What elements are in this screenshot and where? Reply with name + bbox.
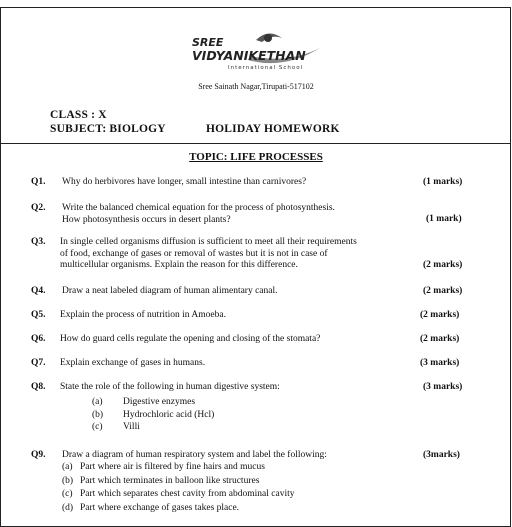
question-text: Write the balanced chemical equation for the process of photosynthesis. bbox=[62, 203, 335, 213]
sub-item-text: Part where air is filtered by fine hairs and mucus bbox=[80, 462, 265, 472]
sub-item-text: Hydrochloric acid (Hcl) bbox=[123, 409, 215, 420]
question-text: Why do herbivores have longer, small intestine than carnivores? bbox=[62, 177, 307, 187]
sub-item-label: (c) bbox=[92, 422, 103, 432]
question-number: Q5. bbox=[31, 310, 46, 320]
header-divider bbox=[0, 143, 511, 144]
question-text: Explain the process of nutrition in Amoeba. bbox=[60, 310, 226, 320]
question-marks: (2 marks) bbox=[420, 334, 460, 344]
logo-text-3: International School bbox=[228, 65, 304, 71]
question-text: multicellular organisms. Explain the reason for this difference. bbox=[60, 260, 298, 270]
sub-item-label: (a) bbox=[62, 462, 73, 472]
question-marks: (2 marks) bbox=[420, 310, 460, 320]
question-marks: (3 marks) bbox=[420, 358, 460, 368]
question-number: Q9. bbox=[31, 450, 46, 460]
homework-label: HOLIDAY HOMEWORK bbox=[206, 123, 340, 135]
sub-item-label: (b) bbox=[62, 475, 74, 486]
sub-item-label: (c) bbox=[62, 489, 73, 499]
question-text: Explain exchange of gases in humans. bbox=[60, 358, 206, 368]
sub-item-text: Part which separates chest cavity from abdominal cavity bbox=[80, 489, 295, 499]
question-text: Draw a neat labeled diagram of human alimentary canal. bbox=[62, 286, 278, 296]
subject-label: SUBJECT: BIOLOGY bbox=[50, 123, 166, 135]
logo-text-2: VIDYANIKETHAN bbox=[192, 48, 306, 63]
sub-item-label: (d) bbox=[62, 502, 74, 513]
question-text: of food, exchange of gases or removal of wastes but it is not in case of bbox=[60, 248, 328, 259]
sub-item-text: Part which terminates in balloon like structures bbox=[80, 475, 260, 486]
topic-title: TOPIC: LIFE PROCESSES bbox=[189, 151, 323, 163]
question-marks: (1 marks) bbox=[423, 177, 463, 187]
question-marks: (3 marks) bbox=[423, 382, 463, 392]
school-logo bbox=[188, 30, 338, 76]
question-text: How do guard cells regulate the opening and closing of the stomata? bbox=[60, 334, 321, 344]
question-number: Q4. bbox=[31, 286, 46, 296]
question-text: How photosynthesis occurs in desert plants? bbox=[62, 214, 231, 225]
class-label: CLASS : X bbox=[50, 109, 107, 121]
question-number: Q1. bbox=[31, 177, 46, 187]
sub-item-text: Part where exchange of gases takes place. bbox=[80, 502, 240, 513]
question-marks: (2 marks) bbox=[423, 260, 463, 270]
sub-item-text: Digestive enzymes bbox=[123, 397, 196, 407]
logo-text-1: SREE bbox=[192, 36, 224, 49]
sub-item-label: (b) bbox=[92, 409, 104, 420]
school-address: Sree Sainath Nagar,Tirupati-517102 bbox=[198, 82, 314, 91]
question-marks: (2 marks) bbox=[423, 286, 463, 296]
question-text: In single celled organisms diffusion is sufficient to meet all their requirements bbox=[60, 237, 357, 247]
logo-tree-icon bbox=[264, 34, 272, 42]
question-text: State the role of the following in human digestive system: bbox=[60, 382, 280, 392]
question-number: Q6. bbox=[31, 334, 46, 344]
question-marks: (1 mark) bbox=[426, 214, 462, 224]
question-number: Q2. bbox=[31, 203, 46, 213]
question-number: Q8. bbox=[31, 382, 46, 392]
question-text: Draw a diagram of human respiratory system and label the following: bbox=[62, 450, 327, 460]
question-marks: (3marks) bbox=[423, 450, 460, 460]
sub-item-text: Villi bbox=[123, 422, 140, 432]
question-number: Q7. bbox=[31, 358, 46, 368]
sub-item-label: (a) bbox=[92, 397, 103, 407]
question-number: Q3. bbox=[31, 237, 46, 247]
